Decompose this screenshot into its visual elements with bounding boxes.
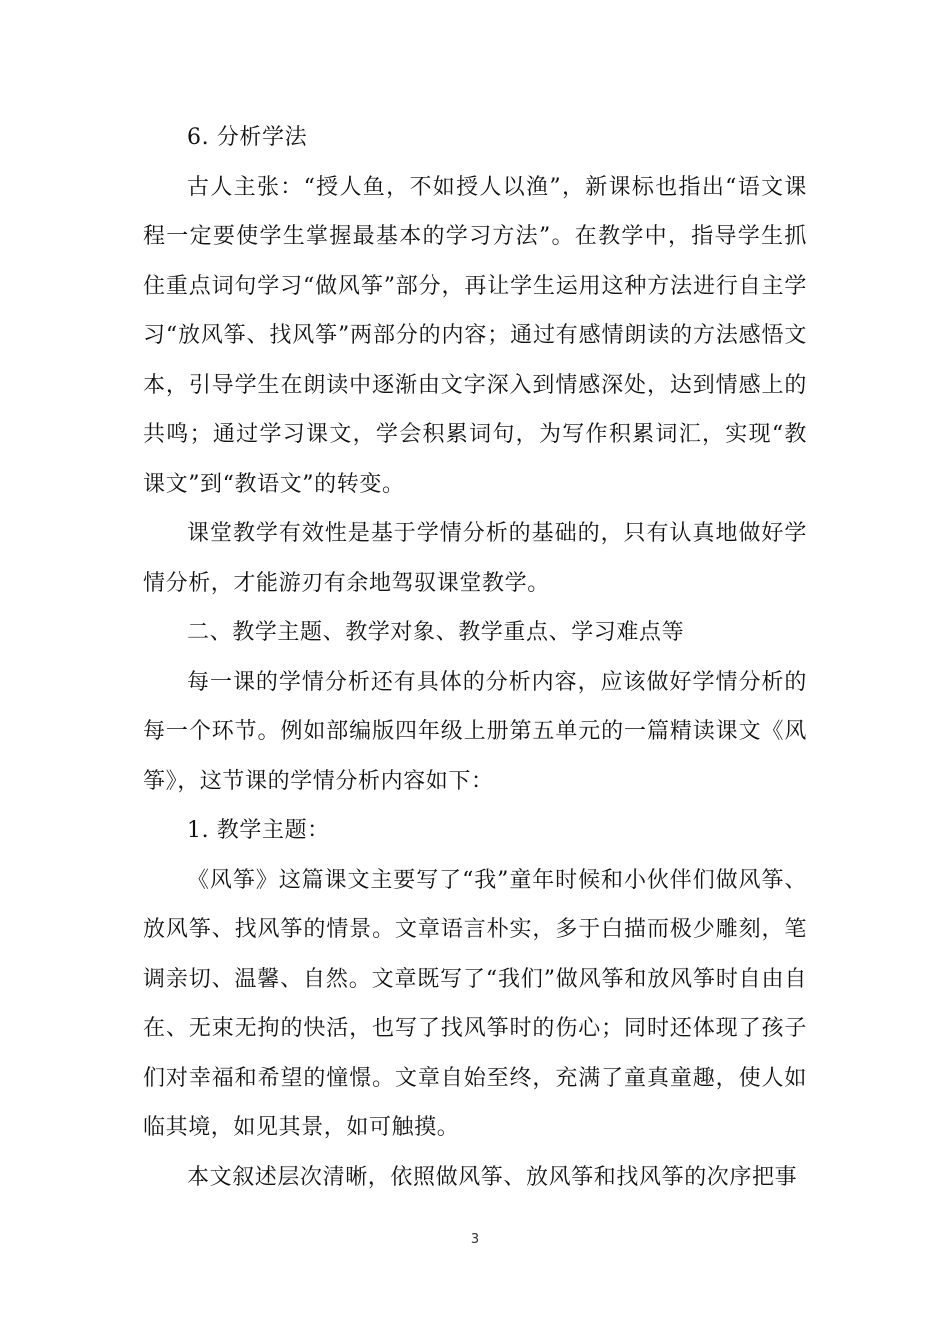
paragraph-narrative-structure: 本文叙述层次清晰，依照做风筝、放风筝和找风筝的次序把事 <box>187 1164 798 1190</box>
body-text <box>143 113 807 1202</box>
subheading-teaching-topic: 1. 教学主题： <box>187 818 330 843</box>
paragraph-kite-summary: 《风筝》这篇课文主要写了“我”童年时候和小伙伴们做风筝、放风筝、找风筝的情景。文章语言朴实，多于白描而极少雕刻，笔调亲切、温馨、自然。文章既写了“我们”做风筝和放风筝时自由自在、无束无拘的快活，也写了找风筝时的伤心；同时还体现了孩子们对幸福和希望的憧憬。文章自始至终，充满了童真童趣，使人如临其境，如见其景，如可触摸。 <box>143 867 807 1140</box>
section-heading-teaching-topics: 二、教学主题、教学对象、教学重点、学习难点等 <box>187 620 685 645</box>
paragraph-study-method: 古人主张：“授人鱼，不如授人以渔”，新课标也指出“语文课程一定要使学生掌握最基本的学习方法”。在教学中，指导学生抓住重点词句学习“做风筝”部分，再让学生运用这种方法进行自主学习“放风筝、找风筝”两部分的内容；通过有感情朗读的方法感悟文本，引导学生在朗读中逐渐由文字深入到情感深处，达到情感上的共鸣；通过学习课文，学会积累词句，为写作积累词汇，实现“教课文”到“教语文”的转变。 <box>143 174 807 497</box>
paragraph-lesson-analysis-intro: 每一课的学情分析还有具体的分析内容，应该做好学情分析的每一个环节。例如部编版四年级上册第五单元的一篇精读课文《风筝》，这节课的学情分析内容如下： <box>143 669 807 794</box>
paragraph-classroom-effectiveness: 课堂教学有效性是基于学情分析的基础的，只有认真地做好学情分析，才能游刃有余地驾驭课堂教学。 <box>143 521 807 596</box>
page-number: 3 <box>470 1232 480 1247</box>
section-heading-study-method: 6. 分析学法 <box>187 125 308 150</box>
